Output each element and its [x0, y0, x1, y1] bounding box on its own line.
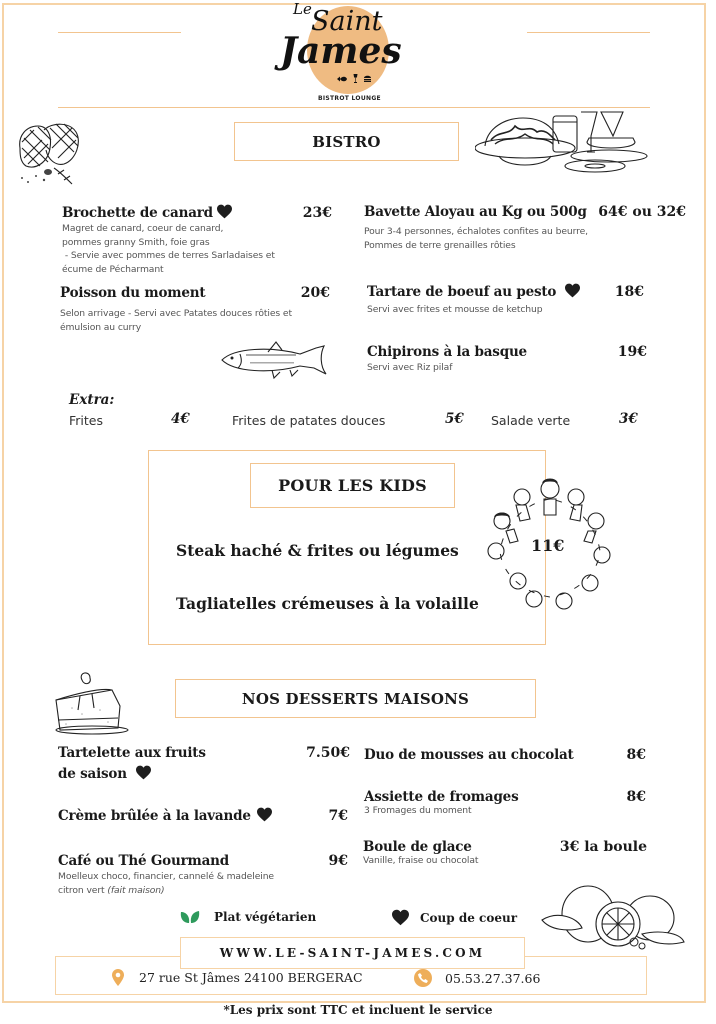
logo-saint: Saint	[311, 6, 383, 37]
pasta-dish-illustration-icon	[475, 110, 650, 175]
kids-item: Tagliatelles crémeuses à la volaille	[176, 594, 479, 613]
item-price: 23€	[302, 205, 332, 221]
heart-icon	[564, 283, 581, 298]
item-description: Servi avec Riz pilaf	[367, 362, 453, 373]
location-pin-icon	[112, 969, 124, 986]
item-price: 3€ la boule	[559, 839, 647, 855]
item-title: Poisson du moment	[60, 285, 206, 301]
dessert-item-cafe-gourmand	[58, 853, 348, 897]
menu-item-chipirons	[367, 341, 647, 375]
cake-slice-illustration-icon	[52, 670, 138, 736]
dessert-item-creme-brulee	[58, 807, 348, 824]
extra-item-price: 4€	[171, 411, 190, 427]
website-box[interactable]	[180, 937, 525, 969]
kids-item: Steak haché & frites ou légumes	[176, 541, 459, 560]
item-title: Chipirons à la basque	[367, 344, 527, 360]
item-description: Magret de canard, coeur de canard, pommes granny Smith, foie gras - Servie avec pommes de terres Sarladaises et écume de Pécharmant	[62, 223, 275, 275]
dessert-item-duo-mousses	[364, 747, 646, 763]
item-description: Selon arrivage - Servi avec Patates douces rôties et émulsion au curry	[60, 308, 292, 333]
legend-vegetarian	[180, 910, 316, 924]
header-rule-right	[527, 32, 650, 33]
extra-item-price: 5€	[445, 411, 464, 427]
logo-le: Le	[293, 0, 312, 18]
legend-favorite-label: Coup de coeur	[420, 910, 518, 925]
burger-icon	[364, 75, 371, 82]
section-title-kids	[250, 463, 455, 508]
item-title: Assiette de fromages	[364, 789, 519, 805]
leaf-icon	[180, 910, 200, 924]
item-description: Pour 3-4 personnes, échalotes confites au beurre, Pommes de terre grenailles rôties	[364, 226, 588, 251]
phone-icon	[414, 969, 432, 987]
item-price: 7€	[328, 808, 348, 824]
heart-icon	[216, 204, 233, 219]
item-title: Boule de glace	[363, 839, 472, 855]
item-title: Tartelette aux fruits	[58, 745, 206, 761]
item-price: 8€	[626, 789, 646, 805]
item-price: 19€	[617, 344, 647, 360]
menu-item-bavette-aloyau	[364, 204, 686, 252]
menu-item-brochette-canard	[62, 204, 332, 276]
logo-icons	[337, 74, 371, 83]
legend-vegetarian-label: Plat végétarien	[214, 910, 317, 924]
wine-glass-icon	[353, 74, 358, 83]
item-price: 20€	[300, 285, 330, 301]
address-text: 27 rue St Jâmes 24100 BERGERAC	[139, 970, 363, 985]
item-title: Crème brûlée à la lavande	[58, 807, 273, 824]
item-price: 64€ ou 32€	[598, 204, 686, 220]
extra-item-name: Frites de patates douces	[232, 413, 386, 428]
price-note: *Les prix sont TTC et incluent le service	[223, 1003, 493, 1017]
kids-title: POUR LES KIDS	[278, 476, 427, 495]
item-description: Vanille, fraise ou chocolat	[363, 855, 479, 866]
extras-label: Extra:	[69, 392, 115, 408]
phone	[414, 969, 540, 987]
item-title: Café ou Thé Gourmand	[58, 853, 230, 869]
item-title: Duo de mousses au chocolat	[364, 747, 574, 763]
fish-icon	[337, 76, 347, 82]
heart-icon	[256, 807, 273, 822]
extra-item-price: 3€	[619, 411, 638, 427]
item-price: 9€	[328, 853, 348, 869]
logo-james: James	[280, 30, 402, 72]
heart-icon	[135, 765, 152, 780]
extra-item-name: Salade verte	[491, 413, 571, 428]
header-rule-left	[58, 32, 181, 33]
item-description: 3 Fromages du moment	[364, 805, 472, 816]
fish-illustration-icon	[220, 340, 328, 380]
extra-item-name: Frites	[69, 413, 103, 428]
header-rule-bottom	[58, 107, 650, 108]
dessert-item-fromages	[364, 789, 646, 818]
logo-subtitle: BISTROT LOUNGE	[318, 95, 381, 102]
item-description: Servi avec frites et mousse de ketchup	[367, 304, 543, 315]
legend-favorite	[391, 909, 517, 926]
bistro-title: BISTRO	[312, 132, 381, 151]
website-link[interactable]: WWW.LE-SAINT-JAMES.COM	[219, 946, 486, 960]
heart-icon	[391, 909, 410, 926]
dessert-item-boule-glace	[363, 836, 647, 868]
section-title-bistro	[234, 122, 459, 161]
item-price: 7.50€	[306, 745, 350, 761]
address	[112, 969, 363, 986]
item-price: 8€	[626, 747, 646, 763]
item-title: Tartare de boeuf au pesto	[367, 283, 581, 300]
item-description: Moelleux choco, financier, cannelé & madeleine citron vert (fait maison)	[58, 871, 274, 896]
lemons-illustration-icon	[538, 884, 688, 950]
desserts-title: NOS DESSERTS MAISONS	[241, 689, 470, 708]
section-title-desserts	[175, 679, 536, 718]
item-title: Brochette de canard	[62, 204, 233, 221]
menu-item-poisson-du-moment	[60, 285, 330, 334]
grilled-steak-illustration-icon	[14, 118, 84, 190]
item-price: 18€	[614, 284, 644, 300]
item-title-line2: de saison	[58, 765, 350, 782]
phone-number[interactable]: 05.53.27.37.66	[445, 970, 541, 986]
dessert-item-tartelette	[58, 745, 350, 782]
item-title: Bavette Aloyau au Kg ou 500g	[364, 204, 587, 220]
menu-item-tartare-boeuf	[367, 283, 644, 317]
kids-price: 11€	[531, 536, 565, 555]
